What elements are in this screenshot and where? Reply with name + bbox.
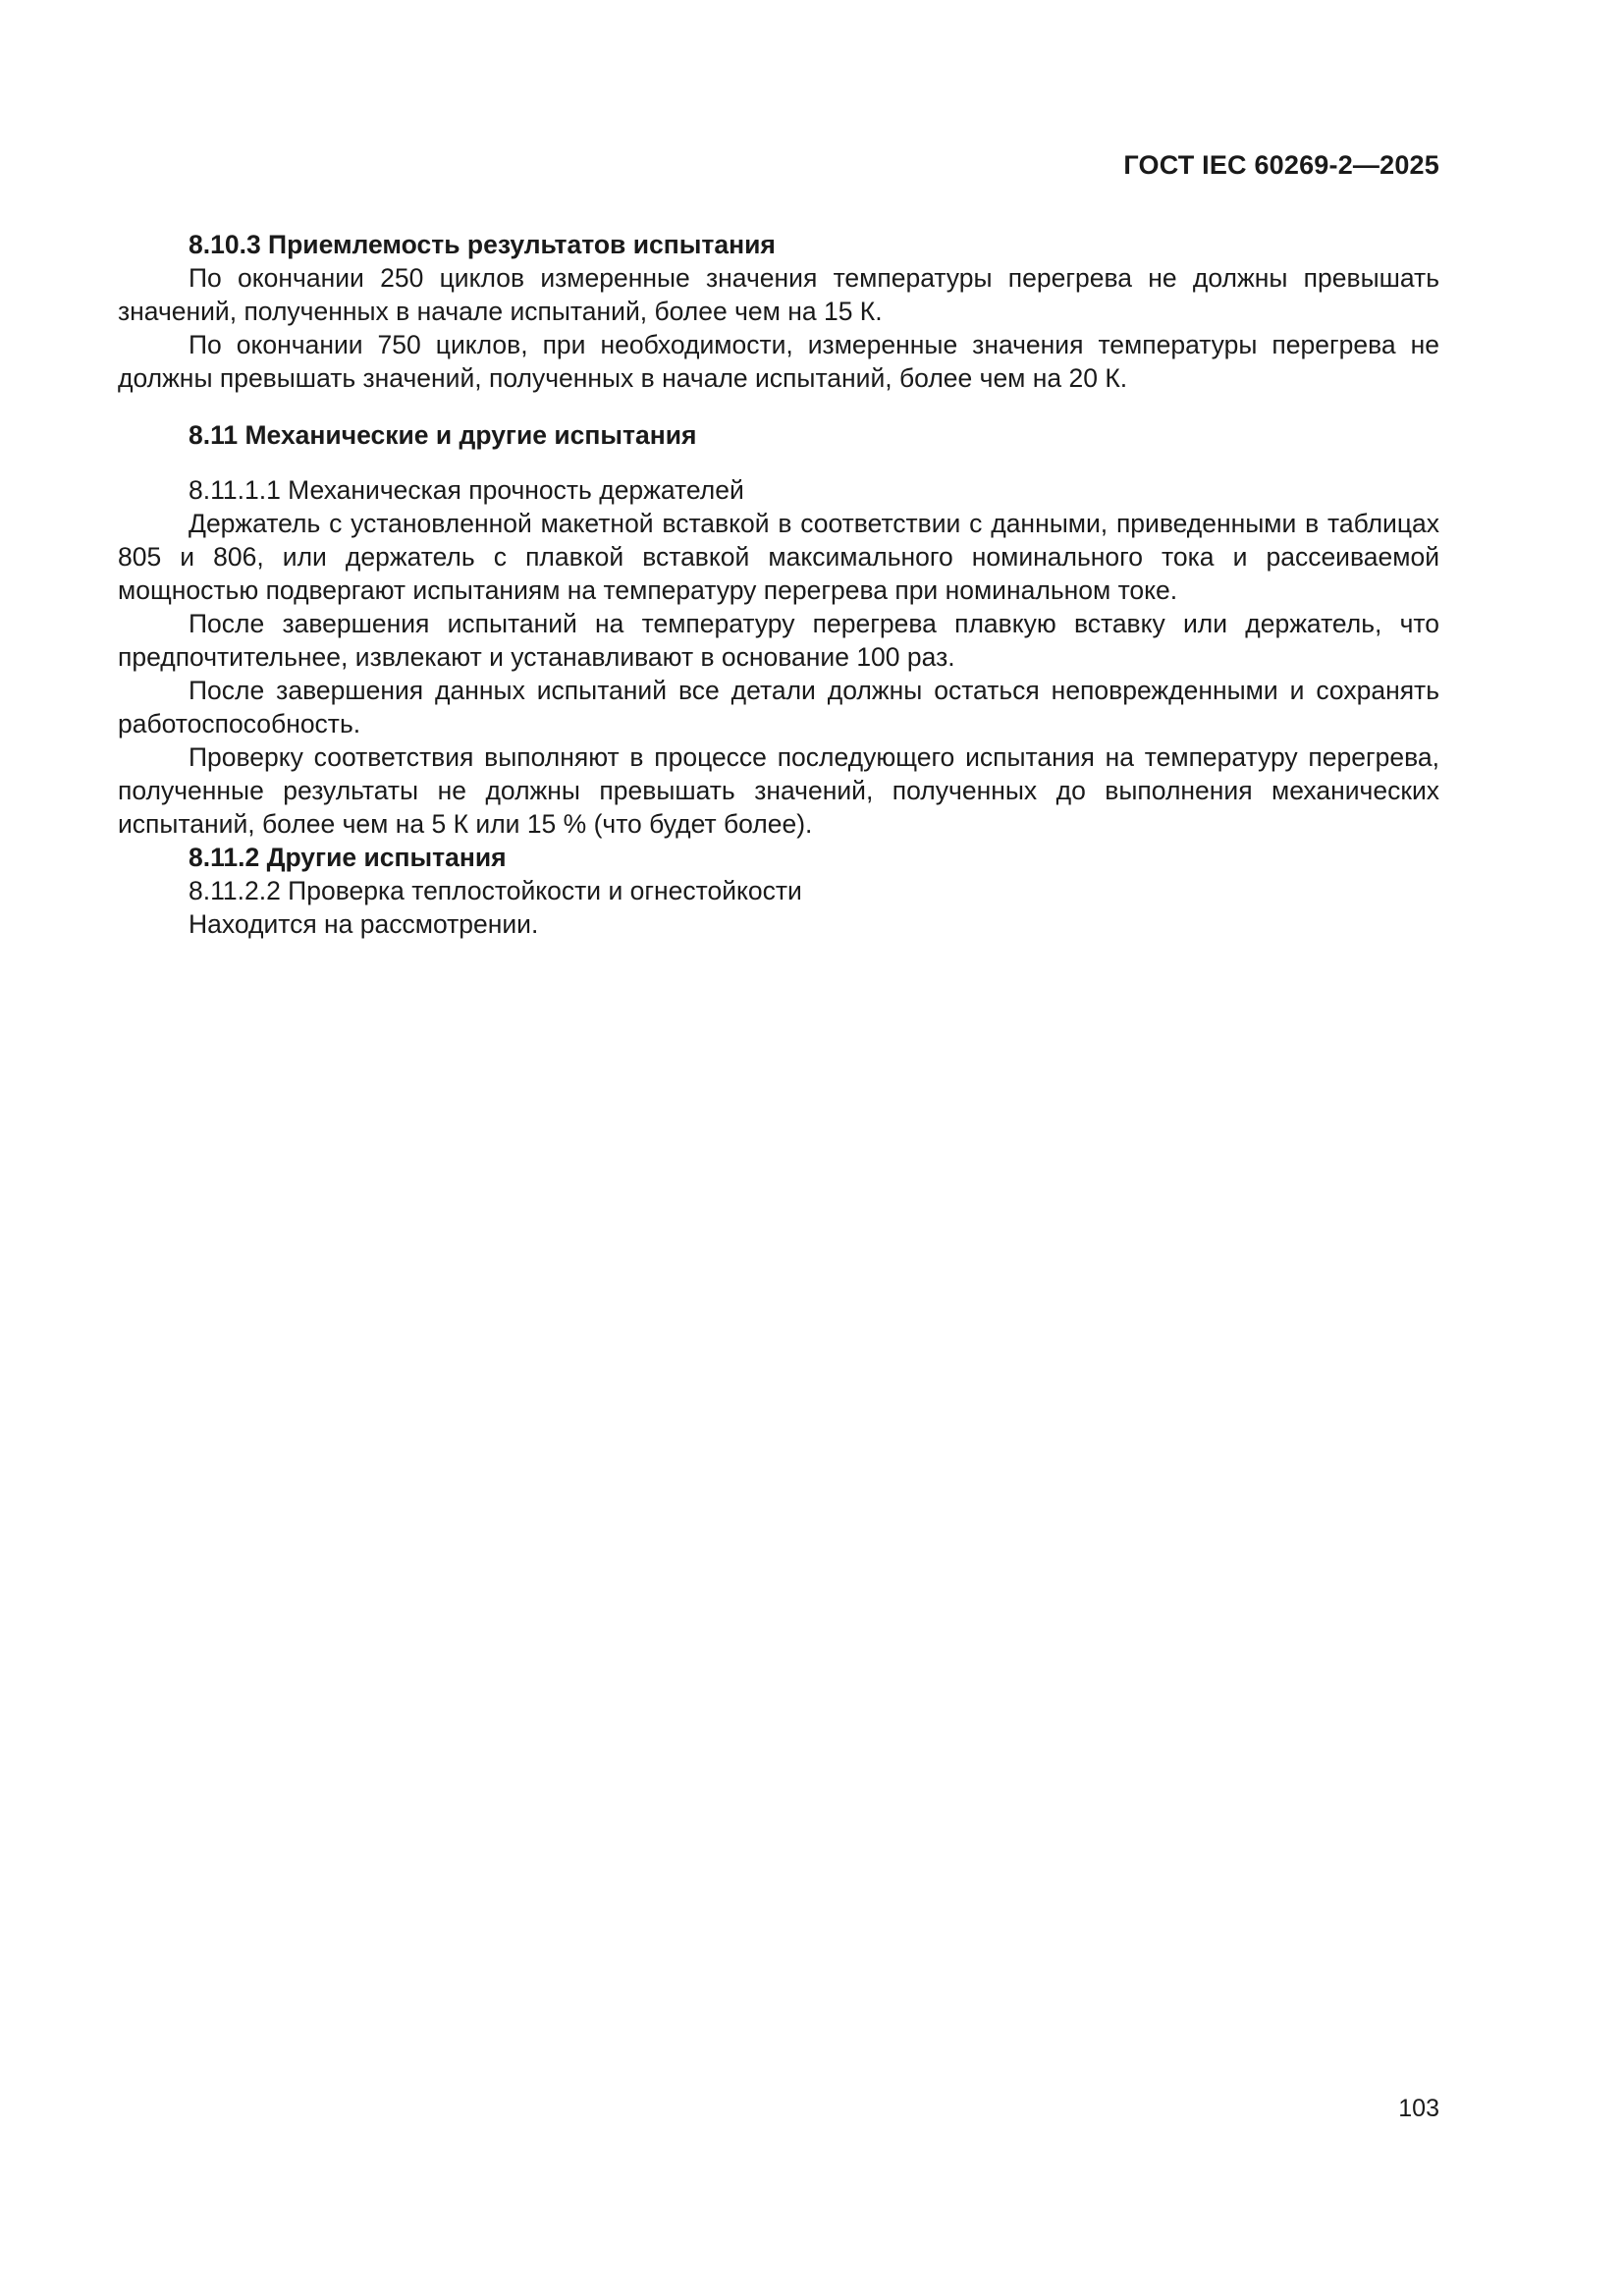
section-8-11-2-heading: 8.11.2 Другие испытания: [189, 843, 507, 872]
section-8-10-3-heading: 8.10.3 Приемлемость результатов испытания: [189, 230, 776, 259]
page-number: 103: [1398, 2095, 1439, 2122]
section-8-11-1-1-paragraph-3: После завершения данных испытаний все детали должны остаться неповрежденными и сохранять работоспособность.: [118, 676, 1439, 738]
section-8-11-1-1-paragraph-4: Проверку соответствия выполняют в процессе последующего испытания на температуру перегрева, полученные результаты не должны превышать значений, полученных до выполнения механических испытаний, более чем на 5 К или 15 % (что будет более).: [118, 742, 1439, 839]
document-body: [118, 228, 1439, 941]
section-8-11-1-1-paragraph-2: После завершения испытаний на температуру перегрева плавкую вставку или держатель, что предпочтительнее, извлекают и устанавливают в основание 100 раз.: [118, 609, 1439, 672]
document-header-standard-id: ГОСТ IEC 60269-2—2025: [1123, 150, 1439, 180]
section-8-11-1-1-paragraph-1: Держатель с установленной макетной вставкой в соответствии с данными, приведенными в таблицах 805 и 806, или держатель с плавкой вставкой максимального номинального тока и рассеиваемой мощностью подвергают испытаниям на температуру перегрева при номинальном токе.: [118, 509, 1439, 605]
section-8-10-3-paragraph-1: По окончании 250 циклов измеренные значения температуры перегрева не должны превышать значений, полученных в начале испытаний, более чем на 15 К.: [118, 263, 1439, 326]
section-8-11-1-1-title: 8.11.1.1 Механическая прочность держателей: [189, 475, 744, 505]
section-8-11-heading: 8.11 Механические и другие испытания: [189, 420, 697, 450]
section-8-11-2-2-text: Находится на рассмотрении.: [189, 909, 539, 939]
section-8-10-3-paragraph-2: По окончании 750 циклов, при необходимости, измеренные значения температуры перегрева не должны превышать значений, полученных в начале испытаний, более чем на 20 К.: [118, 330, 1439, 393]
section-8-11-2-2-title: 8.11.2.2 Проверка теплостойкости и огнестойкости: [189, 876, 802, 905]
